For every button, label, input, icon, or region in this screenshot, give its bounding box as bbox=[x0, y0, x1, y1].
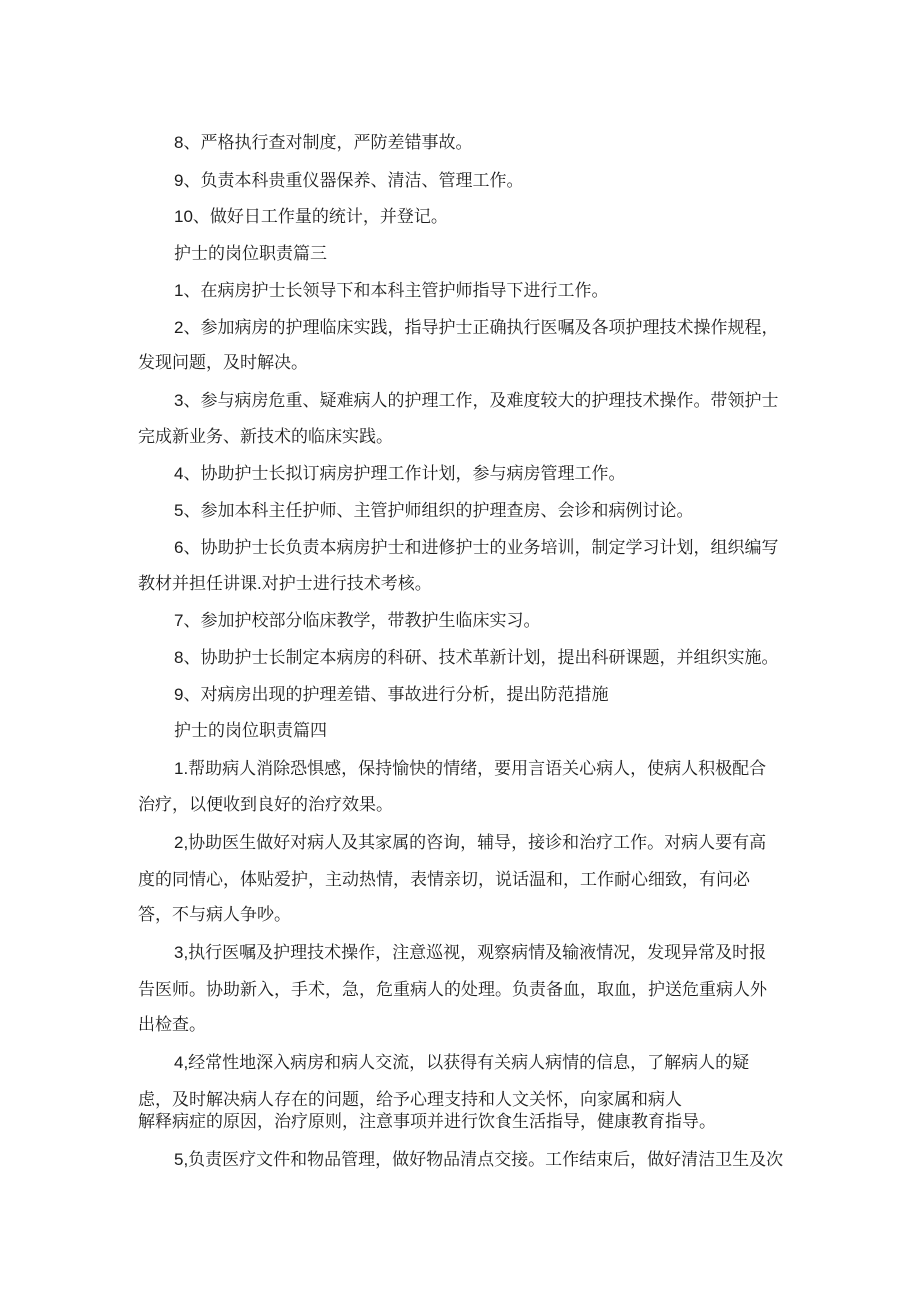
paragraph-line: 发现问题，及时解决。 bbox=[138, 353, 308, 372]
paragraph-line: 3、参与病房危重、疑难病人的护理工作，及难度较大的护理技术操作。带领护士 bbox=[174, 391, 779, 410]
section-heading-text: 护士的岗位职责篇三 bbox=[174, 244, 327, 263]
paragraph-line: 答，不与病人争吵。 bbox=[138, 905, 291, 924]
paragraph-line: 4、协助护士长拟订病房护理工作计划，参与病房管理工作。 bbox=[174, 464, 626, 483]
paragraph-line: 完成新业务、新技术的临床实践。 bbox=[138, 427, 393, 446]
paragraph-line: 虑，及时解决病人存在的问题，给予心理支持和人文关怀，向家属和病人 bbox=[138, 1090, 682, 1109]
paragraph-line: 8、协助护士长制定本病房的科研、技术革新计划，提出科研课题，并组织实施。 bbox=[174, 648, 779, 667]
paragraph-line: 2、参加病房的护理临床实践，指导护士正确执行医嘱及各项护理技术操作规程， bbox=[174, 318, 779, 337]
paragraph-line: 7、参加护校部分临床教学，带教护生临床实习。 bbox=[174, 611, 541, 630]
paragraph-line: 5,负责医疗文件和物品管理，做好物品清点交接。工作结束后，做好清洁卫生及次 bbox=[174, 1150, 784, 1169]
paragraph-line: 3,执行医嘱及护理技术操作，注意巡视，观察病情及输液情况，发现异常及时报 bbox=[174, 943, 767, 962]
paragraph-line: 1.帮助病人消除恐惧感，保持愉快的情绪，要用言语关心病人，使病人积极配合 bbox=[174, 759, 767, 778]
paragraph-line: 4,经常性地深入病房和病人交流，以获得有关病人病情的信息，了解病人的疑 bbox=[174, 1053, 750, 1072]
section-heading-text: 护士的岗位职责篇四 bbox=[174, 721, 327, 740]
paragraph-line: 9、负责本科贵重仪器保养、清洁、管理工作。 bbox=[174, 171, 524, 190]
paragraph-line: 告医师。协助新入，手术，急，危重病人的处理。负责备血，取血，护送危重病人外 bbox=[138, 980, 767, 999]
paragraph-line: 治疗，以便收到良好的治疗效果。 bbox=[138, 795, 393, 814]
paragraph-line: 教材并担任讲课.对护士进行技术考核。 bbox=[138, 574, 432, 593]
paragraph-line: 6、协助护士长负责本病房护士和进修护士的业务培训，制定学习计划，组织编写 bbox=[174, 538, 779, 557]
paragraph-line: 9、对病房出现的护理差错、事故进行分析，提出防范措施 bbox=[174, 685, 609, 704]
paragraph-line: 1、在病房护士长领导下和本科主管护师指导下进行工作。 bbox=[174, 281, 609, 300]
paragraph-line: 8、严格执行查对制度，严防差错事故。 bbox=[174, 133, 473, 152]
paragraph-line: 度的同情心，体贴爱护，主动热情，表情亲切，说话温和，工作耐心细致，有问必 bbox=[138, 870, 750, 889]
paragraph-line: 5、参加本科主任护师、主管护师组织的护理查房、会诊和病例讨论。 bbox=[174, 501, 694, 520]
paragraph-line: 2,协助医生做好对病人及其家属的咨询，辅导，接诊和治疗工作。对病人要有高 bbox=[174, 833, 767, 852]
paragraph-line: 出检查。 bbox=[138, 1015, 206, 1034]
paragraph-line: 10、做好日工作量的统计，并登记。 bbox=[174, 207, 448, 226]
paragraph-line: 解释病症的原因，治疗原则，注意事项并进行饮食生活指导，健康教育指导。 bbox=[138, 1112, 716, 1131]
